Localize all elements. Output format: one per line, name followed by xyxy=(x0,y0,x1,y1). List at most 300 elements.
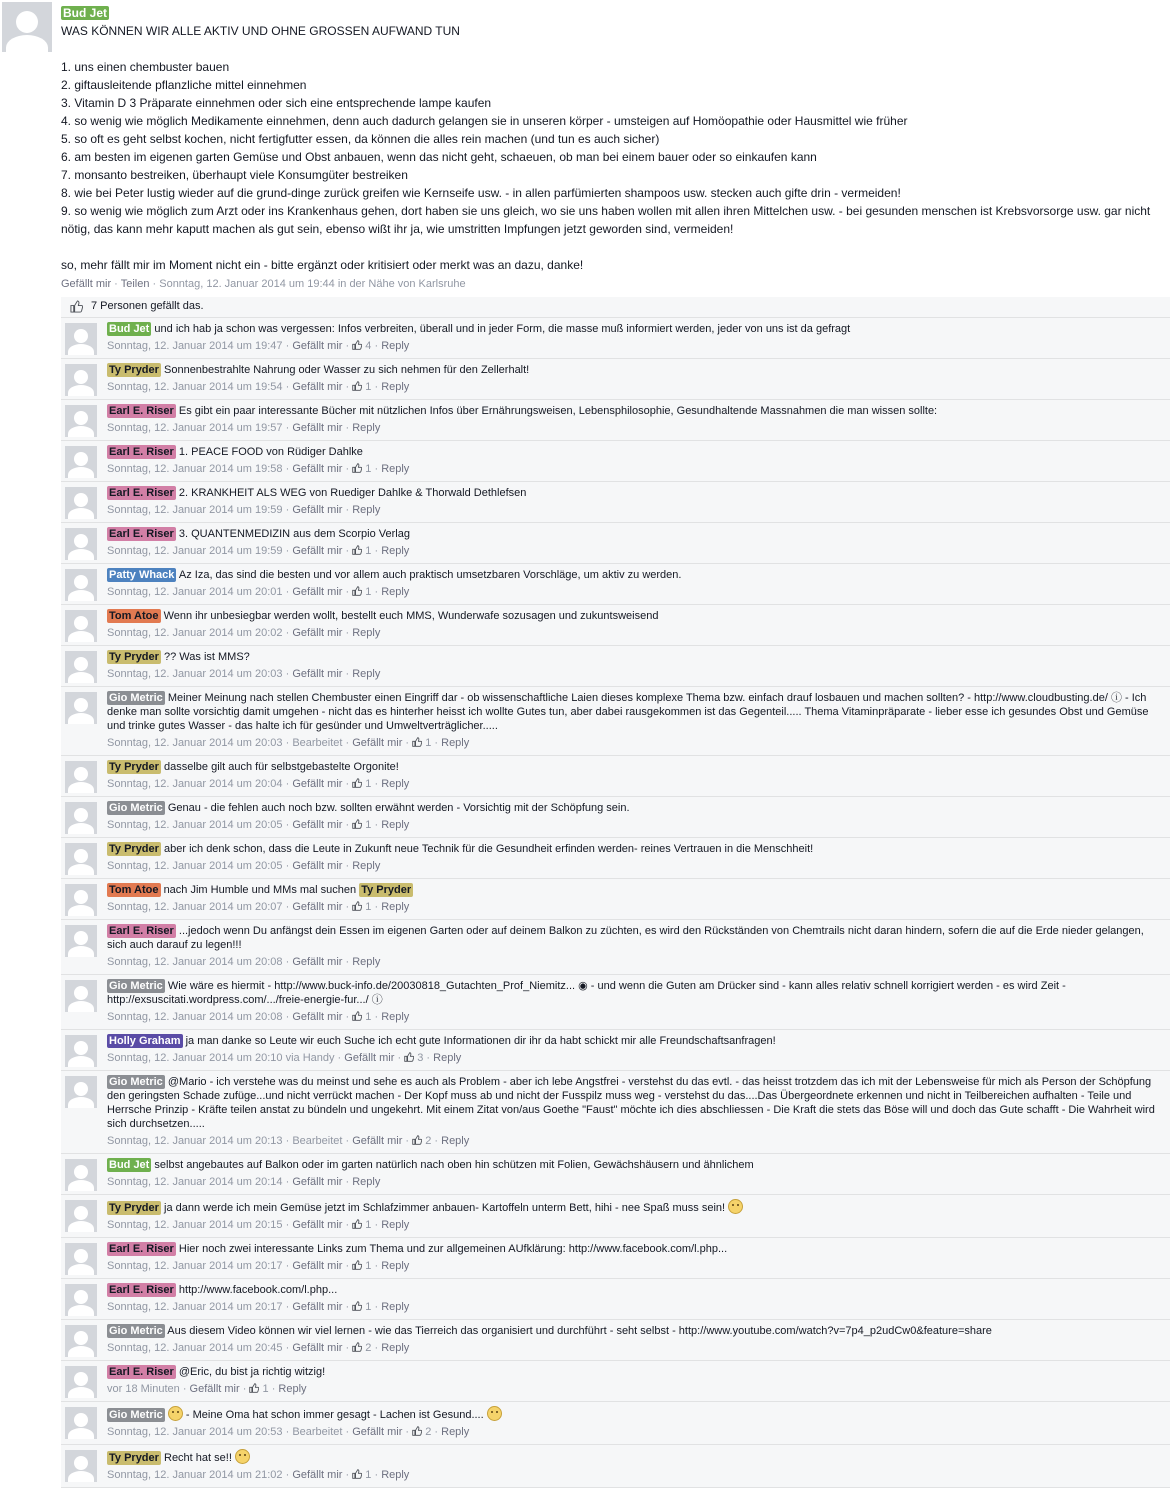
comment-reply-link[interactable]: Reply xyxy=(441,1426,470,1438)
separator: · xyxy=(371,778,382,790)
comment-text xyxy=(107,609,1166,623)
comment-reply-link[interactable]: Reply xyxy=(352,860,381,872)
separator: · xyxy=(342,860,353,872)
comment-author-name[interactable]: Gio Metric xyxy=(109,1409,163,1421)
comment-text xyxy=(107,527,1166,541)
post-line: 5. so oft es geht selbst kochen, nicht fertigfutter essen, da können die alles rein machen (und tun es auch sicher) xyxy=(61,132,660,146)
comment-author-name[interactable]: Earl E. Riser xyxy=(109,925,174,937)
comment-timestamp[interactable]: Sonntag, 12. Januar 2014 um 20:15 xyxy=(107,1219,283,1231)
separator: · xyxy=(342,819,353,831)
comment-author-name[interactable]: Tom Atoe xyxy=(109,884,159,896)
separator: · xyxy=(371,586,382,598)
comment-author-name[interactable]: Gio Metric xyxy=(109,980,163,992)
comment-timestamp[interactable]: Sonntag, 12. Januar 2014 um 20:14 xyxy=(107,1176,283,1188)
thumbs-up-icon xyxy=(352,1301,362,1313)
comment-reply-link[interactable]: Reply xyxy=(352,956,381,968)
comment-like-link[interactable]: Gefällt mir xyxy=(292,1176,343,1188)
comment-reply-link[interactable]: Reply xyxy=(441,1135,470,1147)
comment-timestamp[interactable]: Sonntag, 12. Januar 2014 um 20:45 xyxy=(107,1342,283,1354)
comment-body: 1. PEACE FOOD von Rüdiger Dahlke xyxy=(178,446,363,458)
comment-author-name[interactable]: Ty Pryder xyxy=(109,1452,159,1464)
comment-timestamp[interactable]: Sonntag, 12. Januar 2014 um 20:53 xyxy=(107,1426,283,1438)
comment-list xyxy=(61,318,1170,1488)
comment-like-link[interactable]: Gefällt mir xyxy=(292,668,343,680)
smiley-icon xyxy=(168,1406,183,1421)
separator: · xyxy=(342,778,353,790)
thumbs-up-icon xyxy=(352,586,362,598)
comment-avatar[interactable] xyxy=(65,1035,97,1067)
comment-avatar[interactable] xyxy=(65,487,97,519)
comment-like-link[interactable]: Gefällt mir xyxy=(344,1052,395,1064)
comment-text xyxy=(107,404,1166,418)
comment-author-name[interactable]: Gio Metric xyxy=(109,1076,163,1088)
comment xyxy=(61,1320,1170,1361)
comment-author-name[interactable]: Earl E. Riser xyxy=(109,1243,174,1255)
thumbs-up-icon xyxy=(249,1383,259,1395)
comment-reply-link[interactable]: Reply xyxy=(352,504,381,516)
comment-author-name[interactable]: Gio Metric xyxy=(109,692,163,704)
comment-edited-label[interactable]: Bearbeitet xyxy=(292,1426,343,1438)
separator: · xyxy=(371,1219,382,1231)
comment-reply-link[interactable]: Reply xyxy=(381,778,410,790)
separator: · xyxy=(342,1135,353,1147)
comment-reply-link[interactable]: Reply xyxy=(381,545,410,557)
comment-timestamp[interactable]: Sonntag, 12. Januar 2014 um 19:59 xyxy=(107,545,283,557)
separator: · xyxy=(371,1260,382,1272)
comment-author-name[interactable]: Holly Graham xyxy=(109,1035,181,1047)
comment-text xyxy=(107,1283,1166,1297)
comment-timestamp[interactable]: Sonntag, 12. Januar 2014 um 19:57 xyxy=(107,422,283,434)
comment-text xyxy=(107,1075,1166,1131)
comment-like-link[interactable]: Gefällt mir xyxy=(292,819,343,831)
separator: · xyxy=(334,1052,345,1064)
separator: · xyxy=(282,668,293,680)
separator: · xyxy=(394,1052,405,1064)
separator: · xyxy=(423,1052,434,1064)
post-location[interactable]: in der Nähe von Karlsruhe xyxy=(334,278,466,290)
comment-avatar[interactable] xyxy=(65,1366,97,1398)
comment-like-count[interactable]: 1 xyxy=(365,1469,372,1481)
smiley-icon xyxy=(487,1406,502,1421)
comment-timestamp[interactable]: Sonntag, 12. Januar 2014 um 19:58 xyxy=(107,463,283,475)
separator: · xyxy=(431,737,442,749)
comment xyxy=(61,1195,1170,1238)
separator: · xyxy=(342,586,353,598)
comment-text xyxy=(107,1034,1166,1048)
comment-timestamp[interactable]: Sonntag, 12. Januar 2014 um 20:04 xyxy=(107,778,283,790)
comment-reply-link[interactable]: Reply xyxy=(352,1176,381,1188)
comment-text xyxy=(107,842,1166,856)
comment-timestamp[interactable]: Sonntag, 12. Januar 2014 um 20:10 via Handy xyxy=(107,1052,335,1064)
comment xyxy=(61,687,1170,756)
comment-timestamp[interactable]: Sonntag, 12. Januar 2014 um 20:08 xyxy=(107,956,283,968)
comment xyxy=(61,605,1170,646)
separator: · xyxy=(342,381,353,393)
thumbs-up-icon xyxy=(352,901,362,913)
comment-timestamp[interactable]: Sonntag, 12. Januar 2014 um 19:59 xyxy=(107,504,283,516)
comment-like-link[interactable]: Gefällt mir xyxy=(292,463,343,475)
comment-like-link[interactable]: Gefällt mir xyxy=(292,956,343,968)
separator: · xyxy=(342,901,353,913)
comment-reply-link[interactable]: Reply xyxy=(381,819,410,831)
comment-avatar[interactable] xyxy=(65,1450,97,1482)
comment-reply-link[interactable]: Reply xyxy=(381,1342,410,1354)
thumbs-up-icon xyxy=(352,463,362,475)
comment-avatar[interactable] xyxy=(65,692,97,724)
comment-like-count[interactable]: 4 xyxy=(365,340,372,352)
comment-like-link[interactable]: Gefällt mir xyxy=(292,1301,343,1313)
comment-like-link[interactable]: Gefällt mir xyxy=(352,1135,403,1147)
comment-meta xyxy=(107,776,1166,792)
comment-timestamp[interactable]: Sonntag, 12. Januar 2014 um 20:03 xyxy=(107,668,283,680)
comment-avatar[interactable] xyxy=(65,528,97,560)
comment xyxy=(61,1154,1170,1195)
thumbs-up-icon xyxy=(352,778,362,790)
separator: · xyxy=(282,1426,293,1438)
comment xyxy=(61,400,1170,441)
comment-text xyxy=(107,1449,1166,1465)
comment-avatar[interactable] xyxy=(65,1243,97,1275)
comment-text xyxy=(107,445,1166,459)
comment-reply-link[interactable]: Reply xyxy=(352,422,381,434)
comment-body: @Eric, du bist ja richtig witzig! xyxy=(178,1366,326,1378)
separator: · xyxy=(282,737,293,749)
comment-avatar[interactable] xyxy=(65,1159,97,1191)
post-content xyxy=(61,4,1166,292)
comment-reply-link[interactable]: Reply xyxy=(381,1219,410,1231)
comment-avatar[interactable] xyxy=(65,980,97,1012)
comment-reply-link[interactable]: Reply xyxy=(381,1011,410,1023)
comment-edited-label[interactable]: Bearbeitet xyxy=(292,1135,343,1147)
comment-reply-link[interactable]: Reply xyxy=(352,668,381,680)
thumbs-up-icon xyxy=(352,819,362,831)
comment-avatar[interactable] xyxy=(65,569,97,601)
comment-author-name[interactable]: Ty Pryder xyxy=(109,364,159,376)
comment-reply-link[interactable]: Reply xyxy=(381,586,410,598)
separator: · xyxy=(371,381,382,393)
comment-author-name[interactable]: Ty Pryder xyxy=(109,651,159,663)
comment xyxy=(61,1030,1170,1071)
comment-meta xyxy=(107,1217,1166,1233)
comment-author-name[interactable]: Gio Metric xyxy=(109,802,163,814)
separator: · xyxy=(282,819,293,831)
comment-like-count[interactable]: 1 xyxy=(425,737,432,749)
separator: · xyxy=(342,737,353,749)
comment-author-name[interactable]: Patty Whack xyxy=(109,569,175,581)
comment-text xyxy=(107,924,1166,952)
separator: · xyxy=(342,422,353,434)
comment-reply-link[interactable]: Reply xyxy=(381,1301,410,1313)
likes-text: gefällt das. xyxy=(147,300,204,312)
separator: · xyxy=(282,422,293,434)
comment-like-count[interactable]: 1 xyxy=(365,381,372,393)
comment-avatar[interactable] xyxy=(65,323,97,355)
comment-text xyxy=(107,1365,1166,1379)
comment-body: und ich hab ja schon was vergessen: Infos verbreiten, überall und in jeder Form, die masse muß informiert werden, jeder von uns ist da gefragt xyxy=(154,323,851,335)
comment-body: nach Jim Humble und MMs mal suchen xyxy=(163,884,357,896)
separator: · xyxy=(342,1260,353,1272)
comment-like-link[interactable]: Gefällt mir xyxy=(292,860,343,872)
comment-author-name[interactable]: Earl E. Riser xyxy=(109,487,174,499)
comment-reply-link[interactable]: Reply xyxy=(381,901,410,913)
comment-like-link[interactable]: Gefällt mir xyxy=(292,1011,343,1023)
comment-reply-link[interactable]: Reply xyxy=(381,340,410,352)
comment-meta xyxy=(107,858,1166,874)
comment-avatar[interactable] xyxy=(65,446,97,478)
comment-like-link[interactable]: Gefällt mir xyxy=(292,1342,343,1354)
comment-like-link[interactable]: Gefällt mir xyxy=(292,586,343,598)
post-line: so, mehr fällt mir im Moment nicht ein - bitte ergänzt oder kritisiert oder merkt was an dazu, danke! xyxy=(61,258,584,272)
post-line: 8. wie bei Peter lustig wieder auf die grund-dinge zurück greifen wie Kernseife usw. - in allen parfümierten shampoos usw. stecken auch gifte drin - vermeiden! xyxy=(61,186,901,200)
comment-avatar[interactable] xyxy=(65,1325,97,1357)
comment-meta xyxy=(107,954,1166,970)
separator: · xyxy=(342,1342,353,1354)
comment-reply-link[interactable]: Reply xyxy=(433,1052,462,1064)
comment-reply-link[interactable]: Reply xyxy=(381,1469,410,1481)
comment-avatar[interactable] xyxy=(65,1407,97,1439)
comment-meta xyxy=(107,1133,1166,1149)
comment-like-count[interactable]: 1 xyxy=(262,1383,269,1395)
comment-author-name[interactable]: Earl E. Riser xyxy=(109,528,174,540)
comment-like-count[interactable]: 1 xyxy=(365,1219,372,1231)
comment-meta xyxy=(107,338,1166,354)
comment-author-name[interactable]: Gio Metric xyxy=(109,1325,163,1337)
smiley-icon xyxy=(728,1199,743,1214)
separator: · xyxy=(282,504,293,516)
comment-like-count[interactable]: 2 xyxy=(425,1426,432,1438)
comment-like-link[interactable]: Gefällt mir xyxy=(292,1469,343,1481)
likes-summary xyxy=(61,297,1170,318)
comment-author-name[interactable]: Earl E. Riser xyxy=(109,1284,174,1296)
comment-author-name[interactable]: Earl E. Riser xyxy=(109,446,174,458)
post-body xyxy=(61,22,1166,274)
comment-meta xyxy=(107,584,1166,600)
comment-author-name[interactable]: Tom Atoe xyxy=(109,610,159,622)
comment-like-count[interactable]: 1 xyxy=(365,545,372,557)
comment-timestamp[interactable]: Sonntag, 12. Januar 2014 um 20:05 xyxy=(107,819,283,831)
comment-meta xyxy=(107,1340,1166,1356)
comment-avatar[interactable] xyxy=(65,1076,97,1108)
comment-reply-link[interactable]: Reply xyxy=(381,1260,410,1272)
post-line: 6. am besten im eigenen garten Gemüse und Obst anbauen, wenn das nicht geht, schaeuen, ob man bei einem bauer oder so einkaufen kann xyxy=(61,150,817,164)
comment-body: ?? Was ist MMS? xyxy=(164,651,250,663)
comment-like-link[interactable]: Gefällt mir xyxy=(292,901,343,913)
comment-avatar[interactable] xyxy=(65,802,97,834)
comment-meta xyxy=(107,461,1166,477)
separator: · xyxy=(149,278,160,290)
comment-text xyxy=(107,760,1166,774)
comment xyxy=(61,523,1170,564)
comment-like-link[interactable]: Gefällt mir xyxy=(292,627,343,639)
comment-timestamp[interactable]: Sonntag, 12. Januar 2014 um 20:05 xyxy=(107,860,283,872)
comment-edited-label[interactable]: Bearbeitet xyxy=(292,737,343,749)
comment-like-count[interactable]: 1 xyxy=(365,901,372,913)
thumbs-up-icon xyxy=(352,545,362,557)
comment-reply-link[interactable]: Reply xyxy=(441,737,470,749)
separator: · xyxy=(282,1301,293,1313)
separator: · xyxy=(402,1135,413,1147)
comment-avatar[interactable] xyxy=(65,405,97,437)
post-timestamp[interactable]: Sonntag, 12. Januar 2014 um 19:44 xyxy=(159,278,335,290)
post-like-link[interactable]: Gefällt mir xyxy=(61,278,112,290)
comment-meta xyxy=(107,1299,1166,1315)
thumbs-up-icon xyxy=(352,1011,362,1023)
post-share-link[interactable]: Teilen xyxy=(120,278,150,290)
separator: · xyxy=(111,278,121,290)
comment-body: ja man danke so Leute wir euch Suche ich echt gute Informationen dir ihr da habt schickt mir alle Freundschaftsanfragen! xyxy=(185,1035,776,1047)
thumbs-up-icon xyxy=(404,1052,414,1064)
comment-like-count[interactable]: 1 xyxy=(365,819,372,831)
separator: · xyxy=(342,1469,353,1481)
comment-like-link[interactable]: Gefällt mir xyxy=(292,1219,343,1231)
separator: · xyxy=(371,901,382,913)
comment-body: Aus diesem Video können wir viel lernen - wie das Tierreich das organisiert und durchführt - seht selbst - http://www.youtube.com/watch?v=7p4_p2udCw0&feature=share xyxy=(167,1325,992,1337)
comment-like-count[interactable]: 2 xyxy=(425,1135,432,1147)
comment-mention[interactable]: Ty Pryder xyxy=(361,884,412,896)
separator: · xyxy=(371,1301,382,1313)
comment-avatar[interactable] xyxy=(65,651,97,683)
separator: · xyxy=(282,1260,293,1272)
separator: · xyxy=(282,545,293,557)
separator: · xyxy=(282,463,293,475)
thumbs-up-icon xyxy=(352,340,362,352)
comment-body: Hier noch zwei interessante Links zum Thema und zur allgemeinen AUfklärung: http://www.facebook.com/l.php... xyxy=(178,1243,728,1255)
comment-text xyxy=(107,801,1166,815)
comment-like-link[interactable]: Gefällt mir xyxy=(352,1426,403,1438)
comment-author-name[interactable]: Ty Pryder xyxy=(109,843,159,855)
comment xyxy=(61,1445,1170,1488)
likes-count-link[interactable]: 7 Personen xyxy=(91,300,148,312)
comment-avatar[interactable] xyxy=(65,843,97,875)
comment-author-name[interactable]: Earl E. Riser xyxy=(109,405,174,417)
comment-like-link[interactable]: Gefällt mir xyxy=(292,422,343,434)
comment-timestamp[interactable]: Sonntag, 12. Januar 2014 um 21:02 xyxy=(107,1469,283,1481)
comment-like-link[interactable]: Gefällt mir xyxy=(292,778,343,790)
separator: · xyxy=(179,1383,190,1395)
comment-timestamp[interactable]: Sonntag, 12. Januar 2014 um 20:01 xyxy=(107,586,283,598)
comment-avatar[interactable] xyxy=(65,1200,97,1232)
comment-reply-link[interactable]: Reply xyxy=(381,463,410,475)
comment-like-count[interactable]: 1 xyxy=(365,778,372,790)
comment-timestamp[interactable]: Sonntag, 12. Januar 2014 um 20:02 xyxy=(107,627,283,639)
comment-author-name[interactable]: Bud Jet xyxy=(109,1159,150,1171)
separator: · xyxy=(282,956,293,968)
smiley-icon xyxy=(235,1449,250,1464)
separator: · xyxy=(282,586,293,598)
separator: · xyxy=(282,860,293,872)
post-line: 4. so wenig wie möglich Medikamente einnehmen, denn auch dadurch gelangen sie in unseren körper - umsteigen auf Homöopathie oder Hausmittel wie früher xyxy=(61,114,908,128)
post-line: 1. uns einen chembuster bauen xyxy=(61,60,230,74)
comment-like-link[interactable]: Gefällt mir xyxy=(292,381,343,393)
comment-like-link[interactable]: Gefällt mir xyxy=(189,1383,240,1395)
comment-timestamp[interactable]: Sonntag, 12. Januar 2014 um 20:03 xyxy=(107,737,283,749)
separator: · xyxy=(431,1426,442,1438)
comment-body: Meiner Meinung nach stellen Chembuster einen Eingriff dar - ob wissenschaftliche Laien dieses komplexe Thema bzw. einfach drauf losbauen und machen sollten? - http://www.cloudbusting.de/ ⓘ - Ich denke man sollte vorsichtig damit umgehen - nicht das es hinterher heisst ich wollte Gutes tun, aber dabei rausgekommen ist das Gegenteil..... Thema Vitaminpräparate - lieber esse ich gesundes Obst und Gemüse und trinke gutes Wasser - das halte ich für gesünder und Umweltverträglicher..... xyxy=(107,692,1149,732)
comment-meta xyxy=(107,735,1166,751)
comment-meta xyxy=(107,502,1166,518)
thumbs-up-icon xyxy=(352,1260,362,1272)
comment-avatar[interactable] xyxy=(65,1284,97,1316)
comment-meta xyxy=(107,1174,1166,1190)
comment xyxy=(61,920,1170,975)
comment-like-count[interactable]: 3 xyxy=(417,1052,424,1064)
post-author-avatar[interactable] xyxy=(2,2,52,52)
post-line: 2. giftausleitende pflanzliche mittel einnehmen xyxy=(61,78,307,92)
comment-timestamp[interactable]: Sonntag, 12. Januar 2014 um 20:17 xyxy=(107,1260,283,1272)
comment-timestamp[interactable]: Sonntag, 12. Januar 2014 um 20:08 xyxy=(107,1011,283,1023)
comment-like-count[interactable]: 1 xyxy=(365,1301,372,1313)
separator: · xyxy=(371,1469,382,1481)
comment-reply-link[interactable]: Reply xyxy=(381,381,410,393)
separator: · xyxy=(371,340,382,352)
comment-timestamp[interactable]: Sonntag, 12. Januar 2014 um 19:47 xyxy=(107,340,283,352)
thumbs-up-icon xyxy=(70,300,83,313)
comment-body: Wenn ihr unbesiegbar werden wollt, bestellt euch MMS, Wunderwafe sozusagen und zukuntsweisend xyxy=(163,610,659,622)
separator: · xyxy=(342,545,353,557)
comment-like-count[interactable]: 2 xyxy=(365,1342,372,1354)
comment-like-count[interactable]: 1 xyxy=(365,586,372,598)
comment-like-link[interactable]: Gefällt mir xyxy=(292,504,343,516)
comment-timestamp[interactable]: Sonntag, 12. Januar 2014 um 19:54 xyxy=(107,381,283,393)
comment-reply-link[interactable]: Reply xyxy=(352,627,381,639)
comment-body: Sonnenbestrahlte Nahrung oder Wasser zu sich nehmen für den Zellerhalt! xyxy=(164,364,530,376)
comment-timestamp[interactable]: Sonntag, 12. Januar 2014 um 20:13 xyxy=(107,1135,283,1147)
comment xyxy=(61,1279,1170,1320)
comment-author-name[interactable]: Ty Pryder xyxy=(109,1202,159,1214)
comment-like-count[interactable]: 1 xyxy=(365,1260,372,1272)
comment-like-link[interactable]: Gefällt mir xyxy=(292,545,343,557)
separator: · xyxy=(342,340,353,352)
comment-timestamp[interactable]: Sonntag, 12. Januar 2014 um 20:07 xyxy=(107,901,283,913)
comment-avatar[interactable] xyxy=(65,761,97,793)
comment-reply-link[interactable]: Reply xyxy=(278,1383,307,1395)
thumbs-up-icon xyxy=(352,1219,362,1231)
comment-timestamp[interactable]: Sonntag, 12. Januar 2014 um 20:17 xyxy=(107,1301,283,1313)
separator: · xyxy=(402,1426,413,1438)
thumbs-up-icon xyxy=(352,1342,362,1354)
comment-like-count[interactable]: 1 xyxy=(365,1011,372,1023)
post-author-name[interactable]: Bud Jet xyxy=(63,6,108,20)
comment-avatar[interactable] xyxy=(65,364,97,396)
comment-text xyxy=(107,322,1166,336)
separator: · xyxy=(342,956,353,968)
comment xyxy=(61,482,1170,523)
comment-author-name[interactable]: Earl E. Riser xyxy=(109,1366,174,1378)
comment-avatar[interactable] xyxy=(65,610,97,642)
separator: · xyxy=(282,1011,293,1023)
comment-like-count[interactable]: 1 xyxy=(365,463,372,475)
comment-meta xyxy=(107,1009,1166,1025)
comment-meta xyxy=(107,379,1166,395)
separator: · xyxy=(342,668,353,680)
comment-author-name[interactable]: Bud Jet xyxy=(109,323,150,335)
comment-timestamp[interactable]: vor 18 Minuten xyxy=(107,1383,180,1395)
comment-text xyxy=(107,1406,1166,1422)
comment-body: http://www.facebook.com/l.php... xyxy=(178,1284,338,1296)
comment-body: @Mario - ich verstehe was du meinst und sehe es auch als Problem - aber ich lebe Angstfrei - verstehst du das evtl. - das heisst trotzdem das ich mit der Lebensweise für mich als Person der Schöpfung den geringsten Schade zufüge...und nicht verrückt machen - Der Kopf muss ab und nicht der Fusspilz muss weg - verstehst du das....Das Übergeordnete erkennen und nicht in Teilbereichen aufhalten - Teile und Herrsche Prinzip - Kräfte teilen anstat zu bündeln und ungekehrt. Mit einem Zitat von/aus Goethe "Faust" möchte ich dies abschliessen - Die Kraft die stets das Böse will und doch das Gute schafft - Die Wahrheit wird sich durchsetzen..... xyxy=(107,1076,1155,1130)
comment-author-name[interactable]: Ty Pryder xyxy=(109,761,159,773)
comment-like-link[interactable]: Gefällt mir xyxy=(292,340,343,352)
comment-body: Genau - die fehlen auch noch bzw. sollten erwähnt werden - Vorsichtig mit der Schöpfung sein. xyxy=(167,802,630,814)
comment-avatar[interactable] xyxy=(65,884,97,916)
comment-like-link[interactable]: Gefällt mir xyxy=(292,1260,343,1272)
separator: · xyxy=(371,819,382,831)
comment-like-link[interactable]: Gefällt mir xyxy=(352,737,403,749)
separator: · xyxy=(342,463,353,475)
separator: · xyxy=(282,1469,293,1481)
post-line xyxy=(61,238,1166,256)
comment-avatar[interactable] xyxy=(65,925,97,957)
